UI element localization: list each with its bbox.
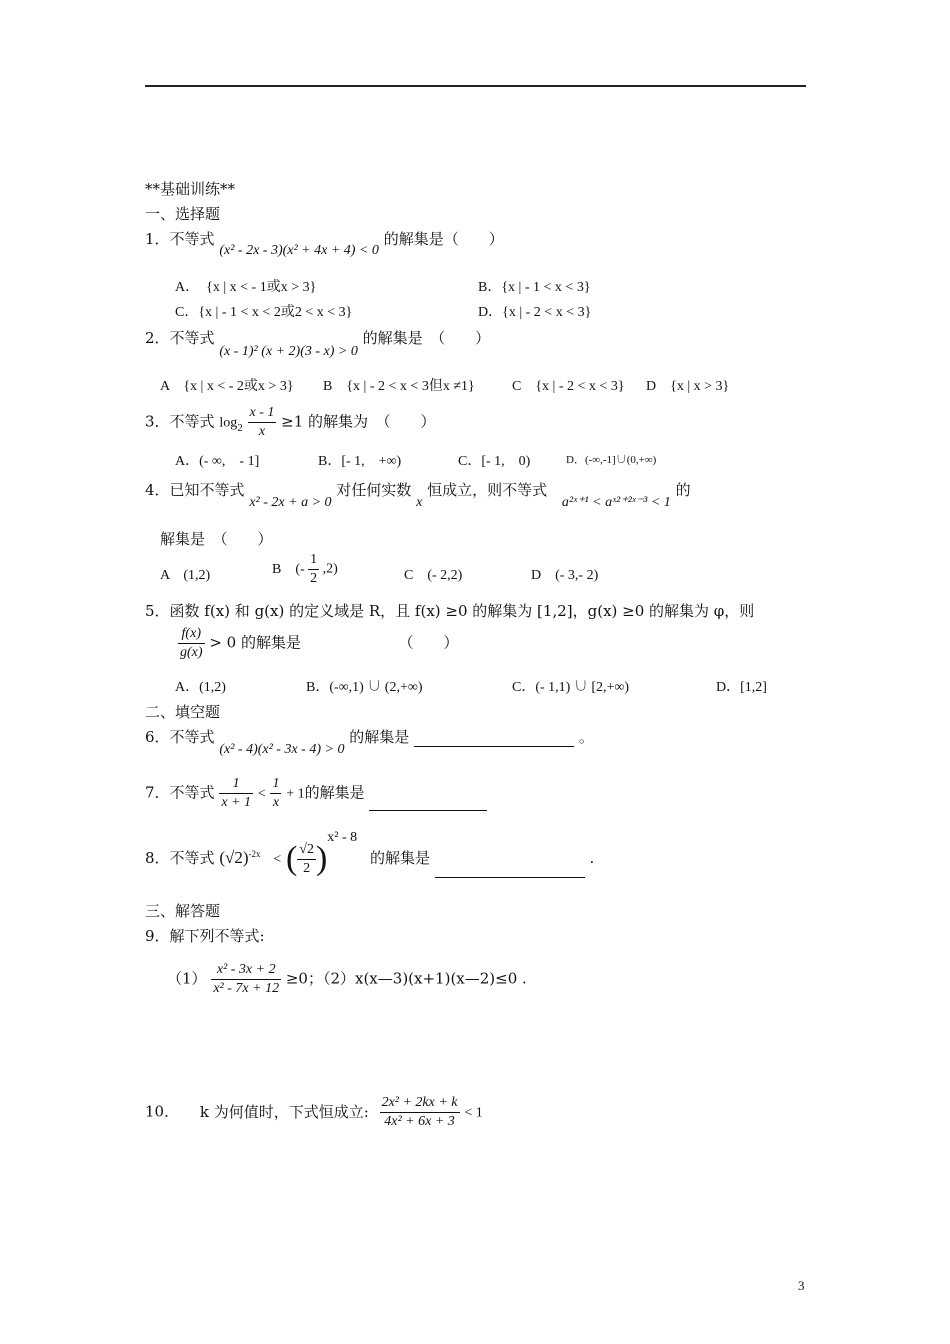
q3-option-d: D．(-∞,-1]∪(0,+∞) — [566, 454, 657, 466]
q5-fraction-denominator: g(x) — [180, 645, 203, 660]
q8-left-exponent: -2x — [248, 849, 261, 859]
q6-end: 。 — [578, 728, 594, 746]
q9-part1-label: （1） — [167, 969, 207, 988]
q8-stem — [145, 830, 594, 878]
q2-number: 2．不等式 — [145, 329, 215, 347]
q8-right-exponent: x² - 8 — [327, 830, 358, 845]
q4-option-c: C (- 2,2) — [404, 568, 463, 583]
q2-option-c: C {x | - 2 < x < 3} — [512, 379, 625, 394]
q10-fraction-numerator: 2x² + 2kx + k — [380, 1095, 460, 1113]
q5-option-d: D．[1,2] — [716, 680, 767, 695]
q7-tail: 的解集是 — [304, 783, 365, 802]
q3-log: log — [219, 415, 238, 431]
q9-fraction-denominator: x² - 7x + 12 — [213, 981, 280, 996]
part1-heading: 一、选择题 — [145, 205, 221, 223]
q1-option-d: D．{x | - 2 < x < 3} — [478, 305, 592, 320]
q8-right-numerator: √2 — [297, 842, 316, 860]
q1-number: 1．不等式 — [145, 230, 215, 248]
q7-stem — [145, 776, 487, 811]
q8-less-than: < — [273, 852, 282, 867]
q9-part-tail: ≥0；（2）x(x—3)(x+1)(x—2)≤0 . — [285, 969, 527, 988]
q8-end: . — [589, 849, 595, 867]
q7-right-numerator: 1 — [270, 776, 281, 794]
q10-fraction — [380, 1095, 460, 1130]
q10-fraction-denominator: 4x² + 6x + 3 — [384, 1114, 455, 1129]
q1-expression: (x² - 2x - 3)(x² + 4x + 4) < 0 — [219, 243, 379, 258]
q4-line2: 解集是 （ ） — [160, 530, 273, 548]
q3-option-a: A．(- ∞, - 1] — [175, 454, 260, 469]
q8-tail: 的解集是 — [369, 849, 430, 867]
q8-left-base: (√2) — [219, 848, 249, 867]
q2-option-d: D {x | x > 3} — [646, 379, 730, 394]
q4-option-b-fraction — [308, 552, 319, 587]
part2-heading: 二、填空题 — [145, 703, 221, 721]
q10-stem — [145, 1095, 483, 1130]
q3-fraction-numerator: x - 1 — [248, 405, 277, 423]
q9-fraction-numerator: x² - 3x + 2 — [211, 962, 281, 980]
q7-right-denominator: x — [272, 795, 280, 810]
q7-plus-one: + 1 — [286, 786, 305, 802]
q8-right-fraction — [297, 842, 316, 877]
q7-number: 7．不等式 — [145, 783, 215, 802]
q3-fraction — [248, 405, 277, 440]
q4-expression: x² - 2x + a > 0 — [249, 495, 332, 510]
q6-tail: 的解集是 — [349, 728, 410, 746]
q2-option-b: B {x | - 2 < x < 3但x ≠1} — [323, 379, 475, 394]
q3-log-base: 2 — [237, 421, 243, 434]
q6-stem — [145, 726, 594, 757]
q2-stem — [145, 327, 491, 359]
q5-option-b: B．(-∞,1) ∪ (2,+∞) — [306, 680, 423, 695]
q4-option-d: D (- 3,- 2) — [531, 568, 599, 583]
q4-middle-text-2: 恒成立，则不等式 — [427, 481, 548, 499]
q1-option-a: A． {x | x < - 1或x > 3} — [175, 280, 317, 295]
q4-option-b — [272, 552, 338, 587]
q10-tail: < 1 — [464, 1105, 483, 1121]
q10-lead: k 为何值时，下式恒成立: — [199, 1102, 369, 1121]
q2-expression: (x - 1)² (x + 2)(3 - x) > 0 — [219, 344, 358, 359]
q1-stem — [145, 228, 504, 258]
q3-number: 3．不等式 — [145, 412, 215, 431]
q3-stem — [145, 405, 436, 440]
q2-option-a: A {x | x < - 2或x > 3} — [160, 379, 294, 394]
q7-right-fraction — [270, 776, 281, 811]
q4-option-b-numerator: 1 — [308, 552, 319, 570]
q4-stem — [145, 479, 691, 510]
q2-tail: 的解集是 （ ） — [362, 329, 491, 347]
q1-option-b: B．{x | - 1 < x < 3} — [478, 280, 591, 295]
q8-answer-blank[interactable] — [435, 861, 585, 878]
q8-right-denominator: 2 — [303, 860, 311, 876]
section-title: **基础训练** — [145, 180, 236, 198]
q5-fraction — [178, 626, 205, 661]
q6-number: 6．不等式 — [145, 728, 215, 746]
q3-fraction-denominator: x — [258, 424, 266, 439]
q9-stem: 9．解下列不等式: — [145, 927, 265, 945]
q4-number: 4．已知不等式 — [145, 481, 245, 499]
page-number: 3 — [798, 1278, 805, 1293]
q8-right-paren: ) — [315, 840, 328, 877]
q4-option-a: A (1,2) — [160, 568, 211, 583]
q10-number: 10． — [145, 1102, 180, 1121]
q3-tail: ≥1 的解集为 （ ） — [281, 412, 436, 431]
q7-left-numerator: 1 — [219, 776, 253, 794]
q4-middle-text: 对任何实数 — [336, 481, 412, 499]
q5-line2 — [178, 626, 458, 661]
q4-expression-2: a²ˣ⁺¹ < aˣ²⁺²ˣ⁻³ < 1 — [561, 495, 671, 510]
q1-option-c: C．{x | - 1 < x < 2或2 < x < 3} — [175, 305, 353, 320]
q8-left-paren: ( — [285, 840, 298, 877]
q3-option-b: B．[- 1, +∞) — [318, 454, 402, 469]
q7-answer-blank[interactable] — [369, 794, 487, 811]
q5-fraction-numerator: f(x) — [178, 626, 205, 644]
q5-line1: 5．函数 f(x) 和 g(x) 的定义域是 R，且 f(x) ≥0 的解集为 [1,2]，g(x) ≥0 的解集为 φ，则 — [145, 602, 755, 620]
q4-tail: 的 — [675, 481, 691, 499]
q4-variable: x — [416, 495, 423, 510]
q6-answer-blank[interactable] — [414, 730, 574, 747]
q7-left-denominator: x + 1 — [221, 795, 251, 810]
q7-left-fraction — [219, 776, 253, 811]
q6-expression: (x² - 4)(x² - 3x - 4) > 0 — [219, 742, 345, 757]
q9-fraction — [211, 962, 281, 997]
q3-option-c: C．[- 1, 0) — [458, 454, 531, 469]
q4-option-b-denominator: 2 — [310, 571, 318, 586]
part3-heading: 三、解答题 — [145, 902, 221, 920]
q1-tail: 的解集是（ ） — [383, 230, 504, 248]
q9-parts — [167, 962, 527, 997]
header-rule — [145, 85, 806, 87]
q5-option-c: C．(- 1,1) ∪ [2,+∞) — [512, 680, 630, 695]
q4-option-b-suffix: ,2) — [322, 561, 338, 577]
q5-option-a: A．(1,2) — [175, 680, 226, 695]
q8-number: 8．不等式 — [145, 849, 215, 867]
q7-less-than: < — [257, 786, 266, 802]
q5-tail: > 0 的解集是 （ ） — [209, 633, 459, 652]
q4-option-b-prefix: B (- — [272, 561, 305, 577]
